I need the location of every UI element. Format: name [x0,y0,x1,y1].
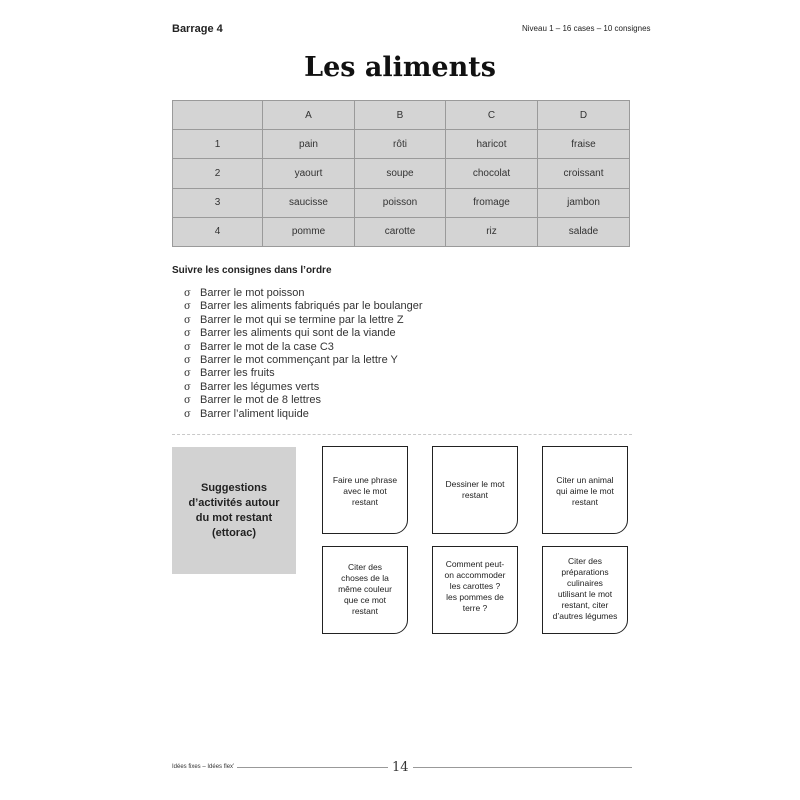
instruction-item [184,300,423,313]
instruction-item [184,367,423,380]
grid-cell: yaourt [263,159,355,188]
card-line: terre ? [462,603,488,613]
card-line: préparations [561,567,609,577]
grid-row-header: 4 [173,217,263,246]
card-line: même couleur [338,584,392,594]
card-line: Faire une phrase [332,475,398,485]
grid-row-header: 1 [173,130,263,159]
card-line: les pommes de [446,592,504,602]
grid-row-header: 2 [173,159,263,188]
header-section-label: Barrage 4 [172,23,223,35]
card-line: Citer des [567,556,602,566]
suggestions-label-box [172,447,296,574]
instruction-item [184,354,423,367]
sigma-bullet-icon: σ [184,368,191,380]
suggestions-label-line: du mot restant [195,511,273,524]
grid-corner-cell [173,101,263,130]
suggestions-label-line: (ettorac) [211,526,256,539]
instruction-text: Barrer le mot commençant par la lettre Y [200,354,398,367]
grid-cell: fromage [446,188,538,217]
activity-card [542,546,628,634]
grid-cell: pomme [263,217,355,246]
grid-col-header: C [446,101,538,130]
instruction-item [184,314,423,327]
activity-card [432,546,518,634]
card-line: qui aime le mot [556,486,614,496]
grid-cell: fraise [538,130,630,159]
grid-cell: poisson [355,188,446,217]
grid-cell: pain [263,130,355,159]
instruction-text: Barrer les légumes verts [200,380,320,393]
card-line: Dessiner le mot [445,479,505,489]
grid-cell: chocolat [446,159,538,188]
grid-cell: riz [446,217,538,246]
sigma-bullet-icon: σ [184,314,191,326]
grid-col-header: B [355,101,446,130]
grid-row [173,130,630,159]
grid-header-row [173,101,630,130]
card-line: avec le mot [343,486,387,496]
instruction-item [184,341,423,354]
card-line: Comment peut- [445,559,505,569]
instruction-item [184,287,423,300]
instruction-text: Barrer le mot poisson [200,287,305,299]
card-line: restant [462,490,488,500]
sigma-bullet-icon: σ [184,381,191,393]
card-line: on accommoder [444,570,506,580]
card-line: utilisant le mot [557,589,613,599]
activity-card [542,446,628,534]
grid-cell: carotte [355,217,446,246]
instruction-text: Barrer les aliments qui sont de la viande [200,327,396,340]
card-line: restant [351,606,378,616]
grid-row [173,188,630,217]
section-divider [172,434,632,435]
sigma-bullet-icon: σ [184,395,191,407]
grid-row [173,159,630,188]
card-line: culinaires [567,578,603,588]
card-line: choses de la [341,573,389,583]
card-line: d’autres légumes [552,611,618,621]
grid-cell: haricot [446,130,538,159]
activity-card [432,446,518,534]
grid-col-header: D [538,101,630,130]
card-line: restant [571,497,598,507]
grid-cell: salade [538,217,630,246]
grid-cell: rôti [355,130,446,159]
header-level-info: Niveau 1 – 16 cases – 10 consignes [522,24,651,33]
grid-cell: croissant [538,159,630,188]
grid-cell: jambon [538,188,630,217]
grid-row-header: 3 [173,188,263,217]
instruction-text: Barrer les aliments fabriqués par le boulanger [200,300,423,313]
card-line: Citer un animal [556,475,614,485]
instruction-text: Barrer le mot de 8 lettres [200,394,322,407]
page-title: Les aliments [304,52,496,83]
grid-cell: saucisse [263,188,355,217]
instructions-title: Suivre les consignes dans l’ordre [172,265,332,276]
sigma-bullet-icon: σ [184,341,191,353]
instruction-text: Barrer le mot qui se termine par la lettre Z [200,313,404,326]
card-line: restant [351,497,378,507]
instruction-item [184,394,423,407]
card-line: restant, citer [561,600,609,610]
sigma-bullet-icon: σ [184,408,191,420]
instruction-text: Barrer le mot de la case C3 [200,340,334,353]
suggestions-label-line: Suggestions [200,481,267,494]
grid-row [173,217,630,246]
sigma-bullet-icon: σ [184,328,191,340]
card-line: que ce mot [343,595,387,605]
grid-cell: soupe [355,159,446,188]
card-line: les carottes ? [449,581,501,591]
activity-card [322,546,408,634]
suggestions-label-line: d’activités autour [188,496,280,509]
card-line: Citer des [347,562,382,572]
word-grid [172,100,630,247]
footer-book-title: Idées fixes – Idées flex’ [172,764,237,770]
page-number: 14 [388,760,413,775]
sigma-bullet-icon: σ [184,355,191,367]
sigma-bullet-icon: σ [184,301,191,313]
instruction-item [184,381,423,394]
instruction-text: Barrer l’aliment liquide [200,407,309,420]
instructions-list [184,287,423,421]
grid-col-header: A [263,101,355,130]
instruction-item [184,408,423,421]
instruction-text: Barrer les fruits [200,367,275,380]
instruction-item [184,327,423,340]
sigma-bullet-icon: σ [184,288,191,299]
activity-card [322,446,408,534]
